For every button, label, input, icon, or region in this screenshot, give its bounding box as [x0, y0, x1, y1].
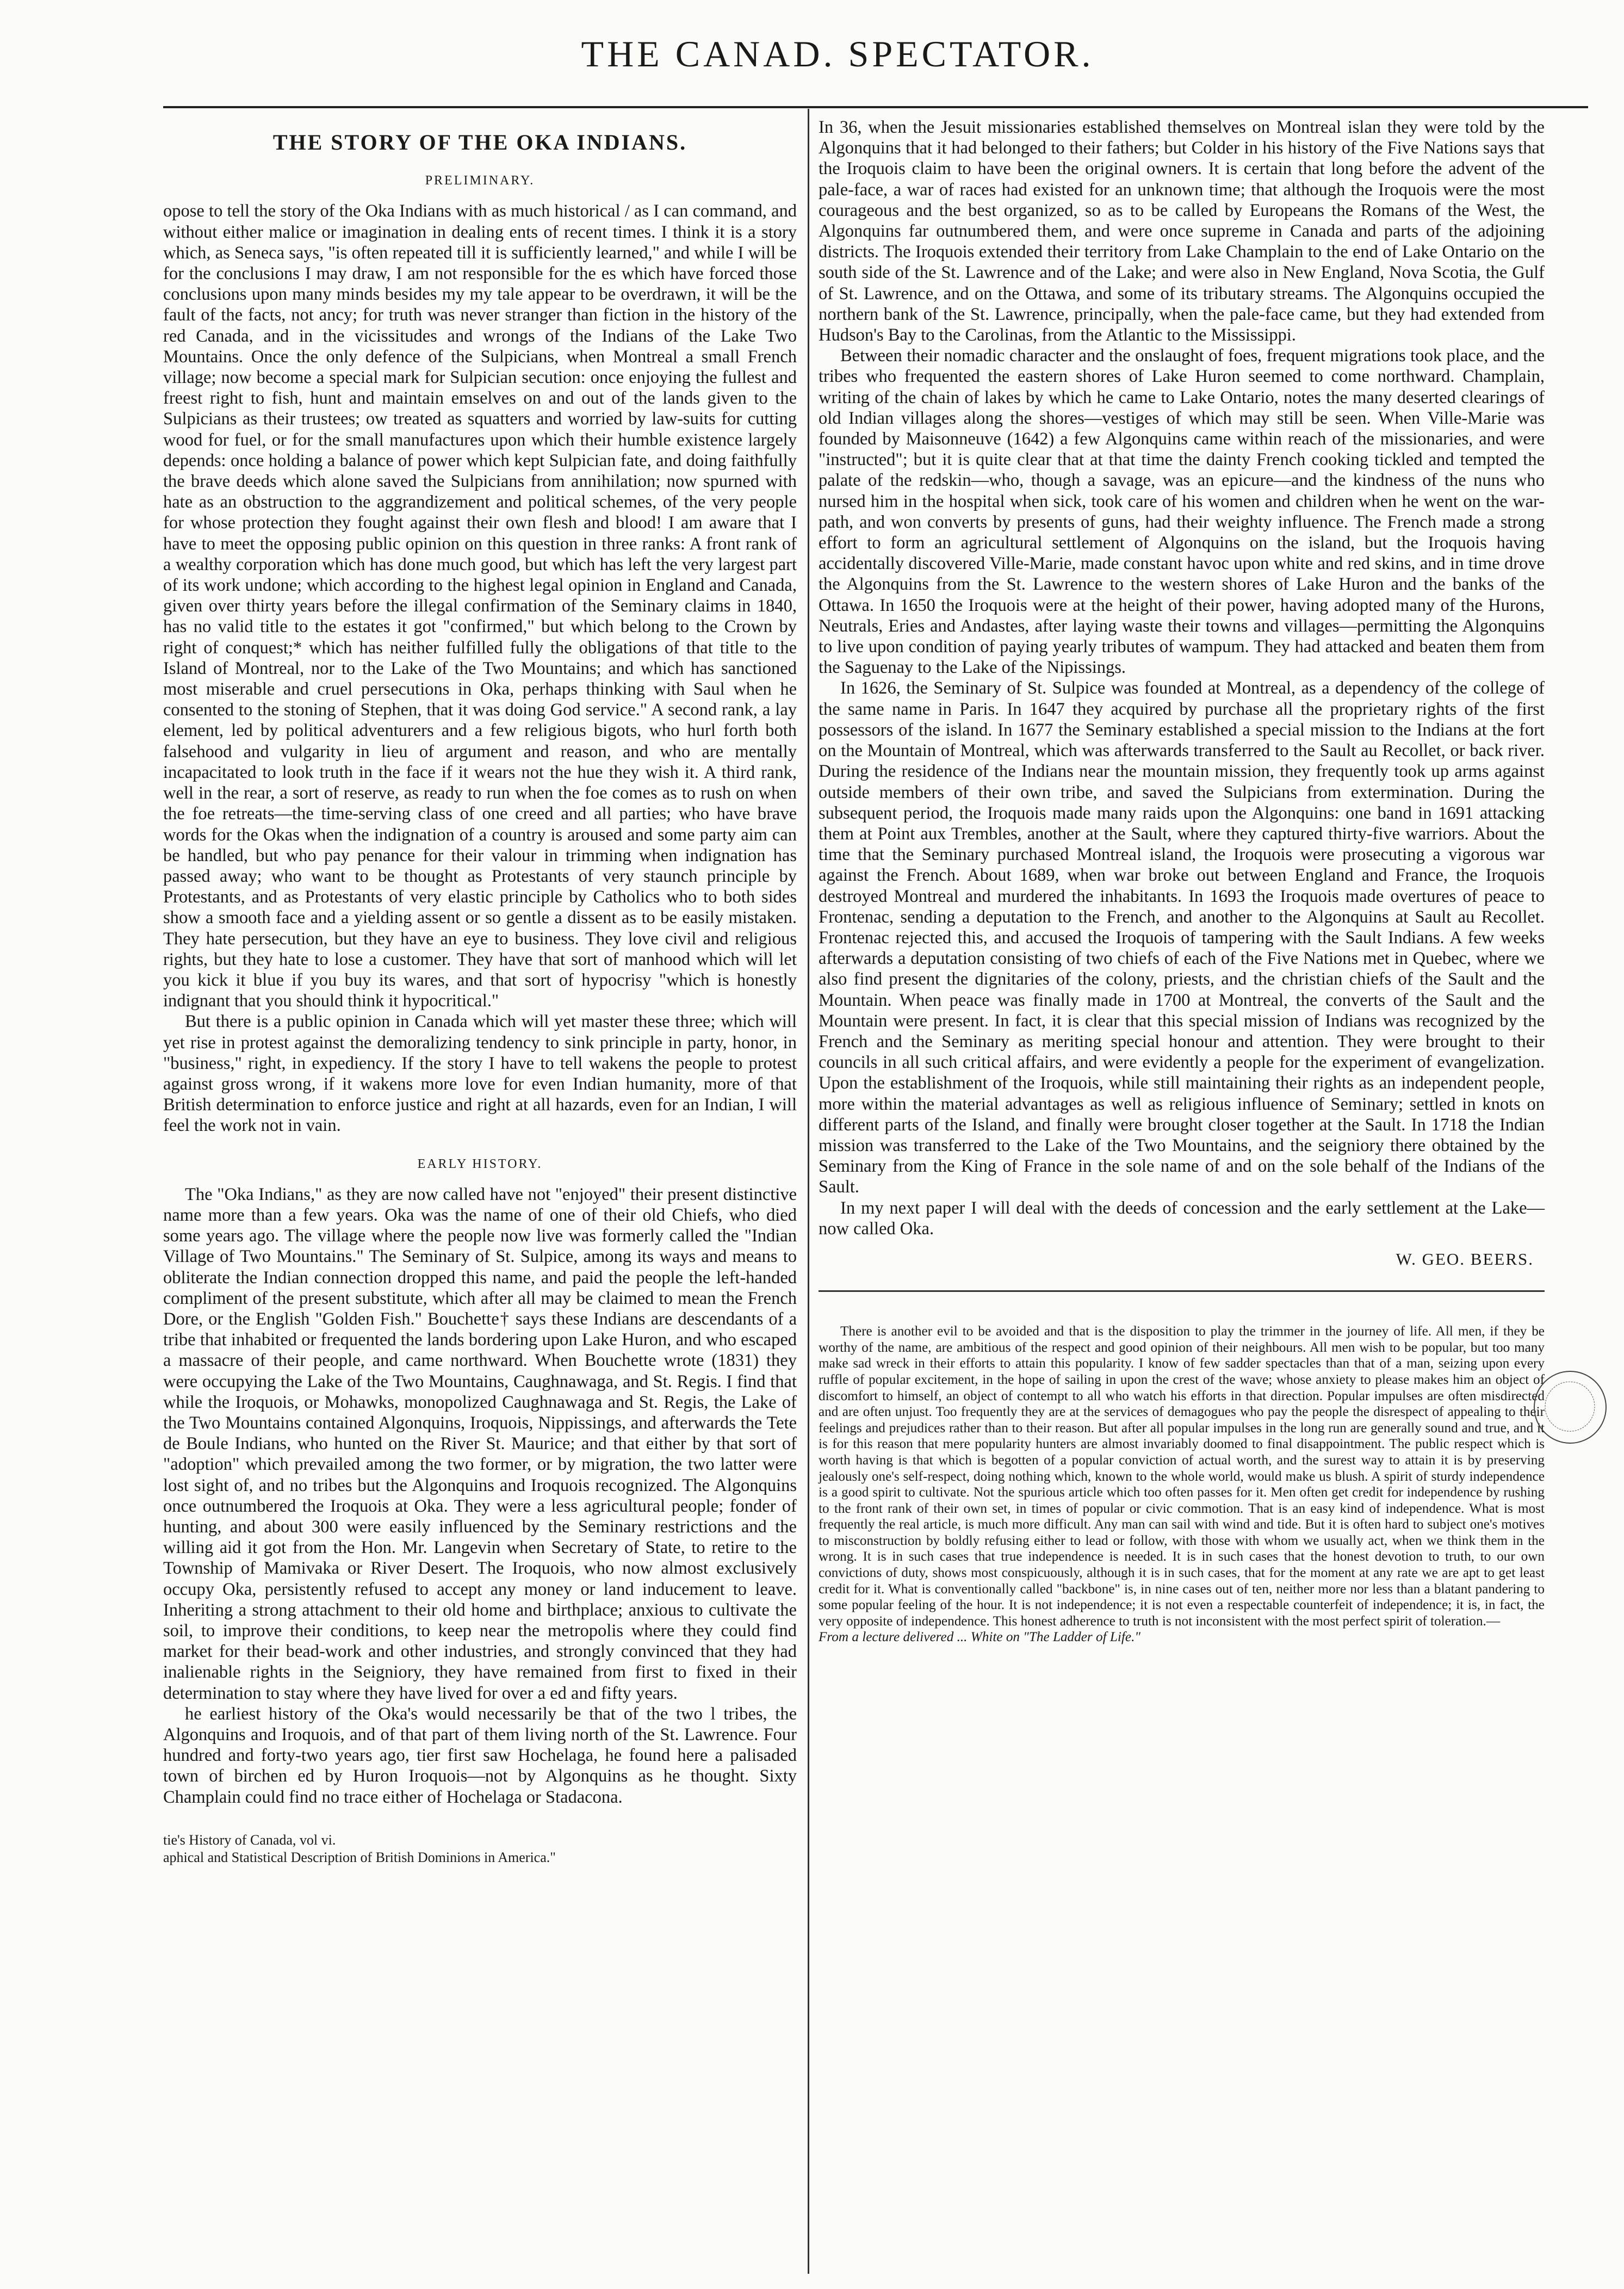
quote-attribution: From a lecture delivered ... White on "The Ladder of Life.": [819, 1630, 1140, 1645]
article-title: THE STORY OF THE OKA INDIANS.: [272, 130, 687, 154]
article-paragraph: In my next paper I will deal with the deeds of concession and the early settlement at the Lake—now called Oka.: [819, 1198, 1545, 1239]
column-divider: [808, 109, 809, 2274]
article-paragraph: Between their nomadic character and the onslaught of foes, frequent migrations took place, and the tribes who frequented the eastern shores of Lake Huron seemed to come northward. Champlain, writing of the chain of lakes by which he came to Lake Ontario, notes the many deserted clearings of old Indian villages along the shores—vestiges of which may still be seen. When Ville-Marie was founded by Maisonneuve (1642) a few Algonquins came within reach of the missionaries, and were "instructed"; but it is quite clear that at that time the dainty French cooking tickled and tempted the palate of the redskin—who, though a savage, was an epicure—and the kindness of the nuns who nursed him in the hospital when sick, took care of his women and children when he went on the war-path, and won converts by presents of guns, had their weighty influence. The French made a strong effort to form an agricultural settlement of Algonquins on the island, but the Iroquois having accidentally discovered Ville-Marie, made constant havoc upon white and red skins, and in time drove the Algonquins from the St. Lawrence to the western shores of Lake Huron and the banks of the Ottawa. In 1650 the Iroquois were at the height of their power, having adopted many of the Hurons, Neutrals, Eries and Andastes, after laying waste their towns and villages—permitting the Algonquins to live upon condition of paying yearly tributes of wampum. They had attacked and beaten them from the Saguenay to the Lake of the Nipissings.: [819, 346, 1545, 678]
quote-text: There is another evil to be avoided and that is the disposition to play the trimmer in the journey of life. All men, if they be worthy of the name, are ambitious of the respect and good opinion of their neighbours. All men wish to be popular, but too many make sad wreck in their efforts to attain this popularity. I know of few sadder spectacles than that of a man, seizing upon every ruffle of popular excitement, in the hope of sailing in upon the crest of the wave; whose anxiety to please makes him an object of discomfort to himself, an object of contempt to all who watch his efforts in that direction. Popular impulses are often misdirected and are often unjust. Too frequently they are at the services of demagogues who pay the people the disrespect of appealing to their feelings and prejudices rather than to their reason. But after all popular impulses in the long run are generally sound and true, and it is for this reason that mere popularity hunters are almost invariably doomed to final disappointment. The public respect which is worth having is that which is begotten of a popular conviction of actual worth, and the surest way to attain it is by preserving jealously one's self-respect, doing nothing which, known to the whole world, would make us blush. A spirit of sturdy independence is a good spirit to cultivate. Not the spurious article which too often passes for it. Men often get credit for independence by rushing to the front rank of their own set, in times of popular or civic commotion. That is an easy kind of independence. What is most frequently the real article, is much more difficult. Any man can sail with wind and tide. But it is often hard to subject one's motives to misconstruction by boldly refusing either to lead or follow, with those with whom we usually act, when we think them in the wrong. It is in such cases that true independence is needed. It is in such cases that the honest devotion to truth, to our own convictions of duty, shows most conspicuously, although it is in such cases, that for the moment at any rate we are apt to get least credit for it. What is conventionally called "backbone" is, in nine cases out of ten, neither more nor less than a blatant pandering to some popular feeling of the hour. It is not independence; it is not even a respectable counterfeit of independence; it is, in fact, the very opposite of independence. This honest adherence to truth is not inconsistent with the most perfect spirit of toleration.—: [819, 1324, 1545, 1629]
early-history-heading: EARLY HISTORY.: [417, 1156, 543, 1171]
early-history-paragraph: The "Oka Indians," as they are now called have not "enjoyed" their present distinctive name more than a few years. Oka was the name of one of their old Chiefs, who died some years ago. The village where the people now live was formerly called the "Indian Village of Two Mountains." The Seminary of St. Sulpice, among its ways and means to obliterate the Indian connection dropped this name, and paid the people the left-handed compliment of the present substitute, which after all may be claimed to mean the French Dore, or the English "Golden Fish." Bouchette† says these Indians are descendants of a tribe that inhabited or frequented the lands bordering upon Lake Huron, and who escaped a massacre of their people, and came northward. When Bouchette wrote (1831) they were occupying the Lake of the Two Mountains, Caughnawaga, and St. Regis. I find that while the Iroquois, or Mohawks, monopolized Caughnawaga and St. Regis, the Lake of the Two Mountains contained Algonquins, Iroquois, Nippissings, and afterwards the Tete de Boule Indians, who hunted on the River St. Maurice; and that either by that sort of "adoption" which prevailed among the two former, or by migration, the two latter were lost sight of, and no tribes but the Algonquins and Iroquois recognized. The Algonquins once outnumbered the Iroquois at Oka. They were a less agricultural people; fonder of hunting, and about 300 were easily influenced by the Seminary restrictions and the willing aid it got from the Hon. Mr. Langevin when Secretary of State, to retire to the Township of Mamivaka or River Desert. The Iroquois, who now almost exclusively occupy Oka, persistently refused to accept any money or land inducement to leave. Inheriting a strong attachment to their old home and birthplace; anxious to cultivate the soil, to improve their conditions, to keep near the metropolis where they could find market for their bead-work and other industries, and strongly convinced that they had inalienable rights in the Seigniory, they have remained from first to fixed in their determination to stay where they have lived for over a ed and fifty years.: [163, 1184, 797, 1703]
newspaper-title: THE CANAD. SPECTATOR.: [581, 33, 1094, 75]
author-signature: W. GEO. BEERS.: [1396, 1249, 1534, 1269]
footnote: tie's History of Canada, vol vi.: [163, 1832, 336, 1848]
preliminary-paragraph: But there is a public opinion in Canada which will yet master these three; which will yet rise in protest against the demoralizing tendency to sink principle in party, honor, in "business," right, in expediency. If the story I have to tell wakens the people to protest against gross wrong, if it wakens more love for even Indian humanity, more of that British determination to enforce justice and right at all hazards, even for an Indian, I will feel the work not in vain.: [163, 1012, 797, 1136]
footnotes: [163, 1832, 797, 1866]
preliminary-heading: PRELIMINARY.: [425, 174, 535, 188]
top-rule: [163, 106, 1588, 108]
right-column: [819, 117, 1545, 1645]
masthead: [0, 33, 1624, 103]
article-paragraph: In 1626, the Seminary of St. Sulpice was founded at Montreal, as a dependency of the college of the same name in Paris. In 1647 they acquired by purchase all the proprietary rights of the first possessors of the island. In 1677 the Seminary established a special mission to the Indians at the fort on the Mountain of Montreal, which was afterwards transferred to the Sault au Recollet, or back river. During the residence of the Indians near the mountain mission, they frequently took up arms against outside members of their own tribe, and saved the Sulpicians from extermination. During the subsequent period, the Iroquois made many raids upon the Algonquins: one band in 1691 attacking them at Point aux Trembles, another at the Sault, where they captured thirty-five warriors. About the time that the Seminary purchased Montreal island, the Iroquois were prosecuting a vigorous war against the French. About 1689, when war broke out between England and France, the Iroquois destroyed Montreal and murdered the inhabitants. In 1693 the Iroquois made overtures of peace to Frontenac, sending a deputation to the French, and another to the Algonquins at Sault au Recollet. Frontenac rejected this, and accused the Iroquois of tampering with the Sault Indians. A few weeks afterwards a deputation consisting of two chiefs of each of the Five Nations met in Quebec, where we also find present the dignitaries of the colony, priests, and the christian chiefs of the Sault and the Mountain. When peace was finally made in 1700 at Montreal, the converts of the Sault and the Mountain were present. In fact, it is clear that this special mission of Indians was recognized by the French and the Seminary as meriting special honour and attention. They were brought to their councils in all such critical affairs, and were evidently a people for the experiment of evangelization. Upon the establishment of the Iroquois, while still maintaining their rights as an independent people, more within the material advantages as well as religious influence of Seminary; settled in knots on different parts of the Island, and finally were brought closer together at the Sault. In 1718 the Indian mission was transferred to the Lake of the Two Mountains, and the seigniory there obtained by the Seminary from the King of France in the sole name of and on the sole behalf of the Indians of the Sault.: [819, 678, 1545, 1197]
preliminary-paragraph: opose to tell the story of the Oka Indians with as much historical / as I can command, and without either malice or imagination in dealing ents of recent times. I think it is a story which, as Seneca says, "is often repeated till it is sufficiently learned," and while I will be for the conclusions I may draw, I am not responsible for the es which have forced those conclusions upon many minds besides my my tale appear to be overdrawn, it will be the fault of the facts, not ancy; for truth was never stranger than fiction in the history of the red Canada, and in the vicissitudes and wrongs of the Indians of the Lake Two Mountains. Once the only defence of the Sulpicians, when Montreal a small French village; now become a special mark for Sulpician secution: once enjoying the fullest and freest right to fish, hunt and maintain emselves on and out of the lands given to the Sulpicians as their trustees; ow treated as squatters and worried by law-suits for cutting wood for fuel, or for the small manufactures upon which their humble existence largely depends: once holding a balance of power which kept Sulpician fate, and doing faithfully the brave deeds which alone saved the Sulpicians from annihilation; now spurned with hate as an obstruction to the aggrandizement and political schemes, of the very people for whose protection they fought against their own flesh and blood! I am aware that I have to meet the opposing public opinion on this question in three ranks: A front rank of a wealthy corporation which has done much good, but which has left the very largest part of its work undone; which according to the highest legal opinion in England and Canada, given over thirty years before the illegal confirmation of the Seminary claims in 1840, has no valid title to the estates it got "confirmed," but which belong to the Crown by right of conquest;* which has neither fulfilled fully the obligations of that title to the Island of Montreal, nor to the Lake of the Two Mountains; and which has sanctioned most miserable and cruel persecutions in Oka, perhaps thinking with Saul when he consented to the stoning of Stephen, that it was doing God service." A second rank, a lay element, led by political adventurers and a few religious bigots, who hurl forth both falsehood and vulgarity in lieu of argument and reason, and who are mentally incapacitated to look truth in the face if it wears not the hue they wish it. A third rank, well in the rear, a sort of reserve, as ready to run when the foe comes as to rush on when the foe retreats—the time-serving class of one creed and all parties; who have brave words for the Okas when the indignation of a country is aroused and some party aim can be handled, but who pay penance for their valour in trimming when indignation has passed away; who want to be thought as Protestants of very staunch principle by Protestants, and as Protestants of very elastic principle by Catholics who to both sides show a smooth face and a yielding assent or so gentle a dissent as to be easily mistaken. They hate persecution, but they have an eye to business. They love civil and religious rights, but they hate to lose a customer. They have that sort of manhood which will let you kick it blue if you buy its wares, and that sort of hypocrisy "which is honestly indignant that you should think it hypocritical.": [163, 201, 797, 1011]
left-column: [163, 117, 797, 1866]
lecture-quote: [819, 1323, 1545, 1645]
quote-divider: [819, 1290, 1545, 1292]
footnote: aphical and Statistical Description of British Dominions in America.": [163, 1849, 556, 1865]
early-history-paragraph: he earliest history of the Oka's would necessarily be that of the two l tribes, the Algonquins and Iroquois, and of that part of them living north of the St. Lawrence. Four hundred and forty-two years ago, tier first saw Hochelaga, he found here a palisaded town of birchen ed by Huron Iroquois—not by Algonquins as he thought. Sixty Champlain could find no trace either of Hochelaga or Stadacona.: [163, 1704, 797, 1807]
article-paragraph: In 36, when the Jesuit missionaries established themselves on Montreal islan they were told by the Algonquins that it had belonged to their fathers; but Colder in his history of the Five Nations says that the Iroquois claim to have been the original owners. It is certain that long before the advent of the pale-face, a war of races had existed for an unknown time; that although the Iroquois were the most courageous and the best organized, so as to be called by Europeans the Romans of the West, the Algonquins far outnumbered them, and were once supreme in Canada and parts of the adjoining districts. The Iroquois extended their territory from Lake Champlain to the end of Lake Ontario on the south side of the St. Lawrence and of the Lake; and were also in New England, Nova Scotia, the Gulf of St. Lawrence, and on the Ottawa, and some of its tributary streams. The Algonquins occupied the northern bank of the St. Lawrence, principally, when the pale-face came, but they had extended from Hudson's Bay to the Carolinas, from the Atlantic to the Mississippi.: [819, 117, 1545, 345]
